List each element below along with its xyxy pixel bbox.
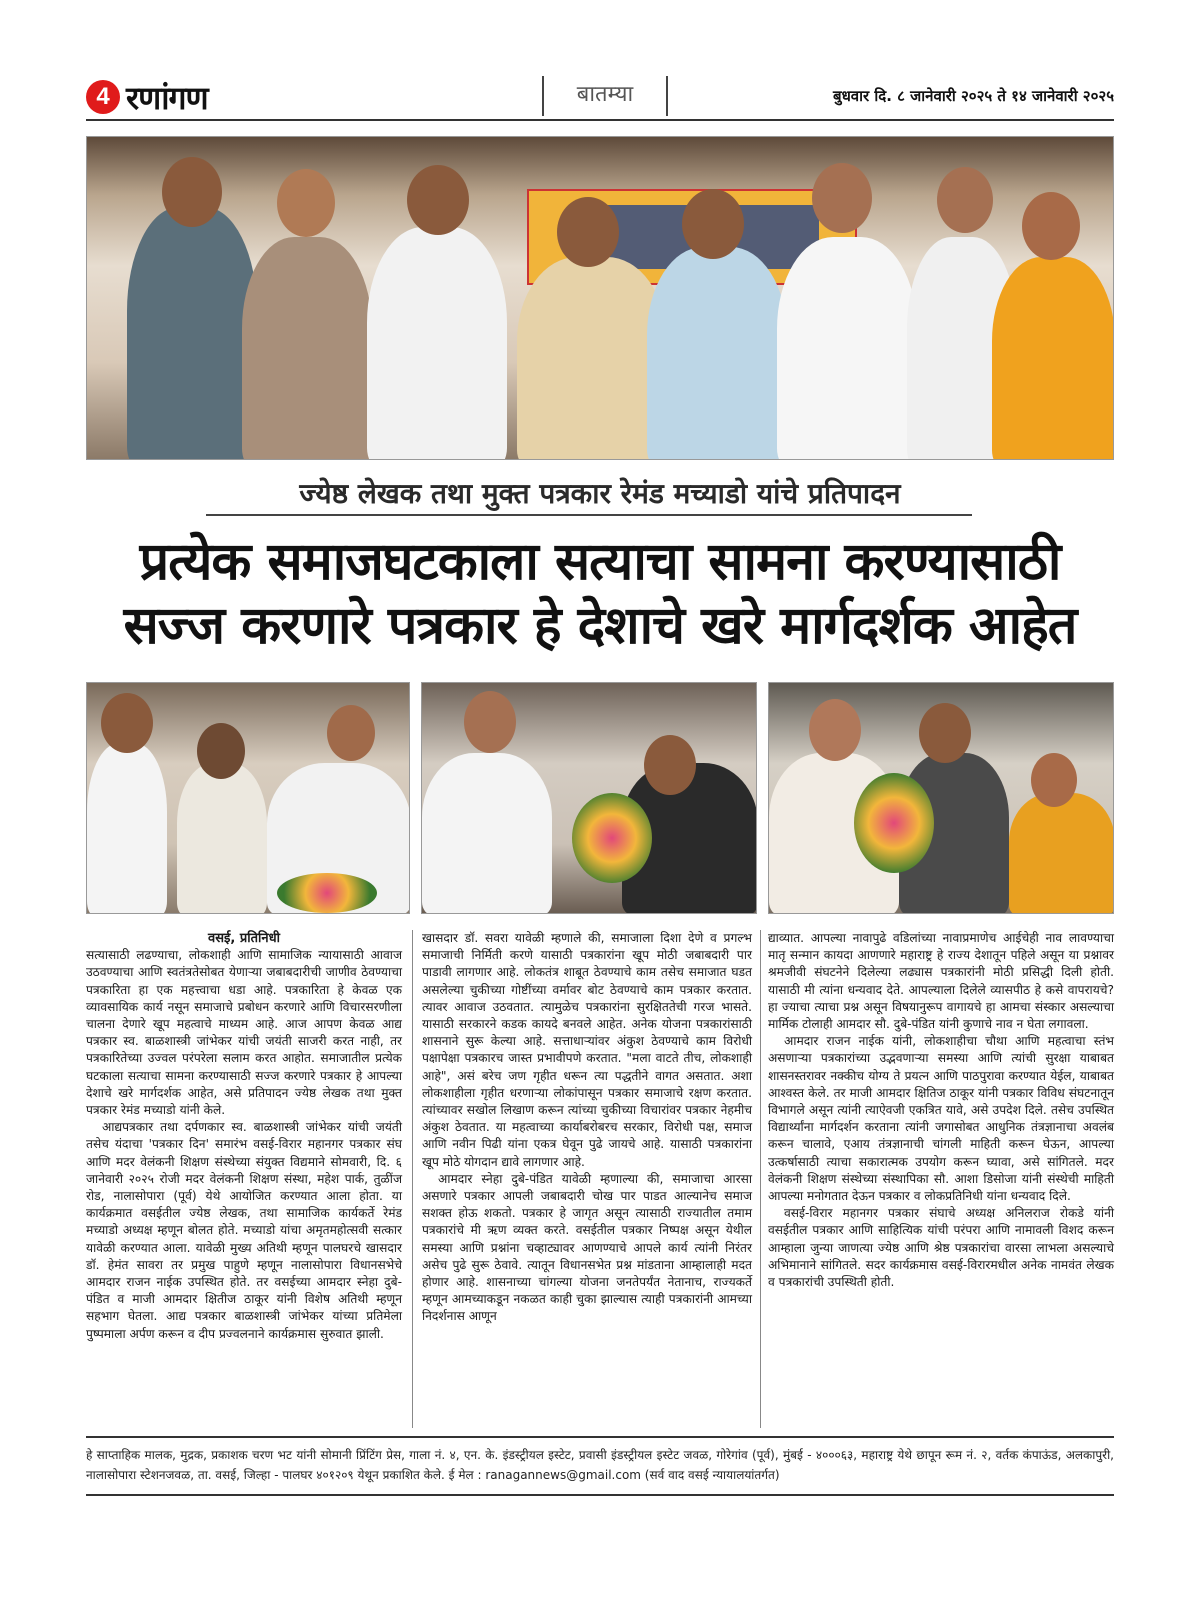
article-column-2 <box>422 930 752 1326</box>
column-divider <box>412 930 413 1428</box>
footer-rule-bottom <box>86 1494 1114 1496</box>
headline-line-2: सज्ज करणारे पत्रकार हे देशाचे खरे मार्गदर्शक आहेत <box>123 596 1077 656</box>
issue-date: बुधवार दि. ८ जानेवारी २०२५ ते १४ जानेवारी २०२५ <box>833 87 1114 105</box>
header-rule <box>86 119 1114 121</box>
footer-rule <box>86 1436 1114 1438</box>
paragraph: आद्यपत्रकार तथा दर्पणकार स्व. बाळशास्त्री जांभेकर यांची जयंती तसेच यंदाचा 'पत्रकार दिन' समारंभ वसई-विरार महानगर पत्रकार संघ आणि मदर वेलंकनी शिक्षण संस्थेच्या संयुक्त विद्यमाने सोमवारी, दि. ६ जानेवारी २०२५ रोजी मदर वेलंकनी शिक्षण संस्था, महेश पार्क, तुळींज रोड, नालासोपारा (पूर्व) येथे आयोजित करण्यात आला होता. या कार्यक्रमात वसईतील ज्येष्ठ लेखक, तथा सामाजिक कार्यकर्ते रेमंड मच्याडो अध्यक्ष म्हणून बोलत होते. मच्याडो यांचा अमृतमहोत्सवी सत्कार यावेळी करण्यात आला. यावेळी मुख्य अतिथी म्हणून पालघरचे खासदार डॉ. हेमंत सावरा तर प्रमुख पाहुणे म्हणून नालासोपारा विधानसभेचे आमदार राजन नाईक उपस्थित होते. तर वसईच्या आमदार स्नेहा दुबे-पंडित व माजी आमदार क्षितीज ठाकूर यांनी विशेष अतिथी म्हणून सहभाग घेतला. आद्य पत्रकार बाळशास्त्री जांभेकर यांच्या प्रतिमेला पुष्पमाला अर्पण करून व दीप प्रज्वलनाने कार्यक्रमास सुरुवात झाली. <box>86 1120 402 1341</box>
photo-1 <box>86 682 410 914</box>
paragraph: वसई-विरार महानगर पत्रकार संघाचे अध्यक्ष अनिलराज रोकडे यांनी वसईतील पत्रकार आणि साहित्यिक यांची परंपरा आणि नामावली विशद करून आम्हाला जुन्या जाणत्या ज्येष्ठ आणि श्रेष्ठ पत्रकारांचा वारसा लाभला असल्याचे अभिमानाने सांगितले. सदर कार्यक्रमास वसई-विरारमधील अनेक नामवंत लेखक व पत्रकारांची उपस्थिती होती. <box>768 1206 1114 1290</box>
section-label: बातम्या <box>542 76 668 116</box>
masthead-logo: रणांगण <box>126 79 208 117</box>
main-photo <box>86 136 1114 460</box>
byline: वसई, प्रतिनिधी <box>208 931 280 946</box>
photo-2 <box>421 682 757 914</box>
subheadline: ज्येष्ठ लेखक तथा मुक्त पत्रकार रेमंड मच्याडो यांचे प्रतिपादन <box>299 477 901 510</box>
subheadline-rule <box>206 514 972 516</box>
page-header <box>86 76 1114 118</box>
paragraph: खासदार डॉ. सवरा यावेळी म्हणाले की, समाजाला दिशा देणे व प्रगल्भ समाजाची निर्मिती करणे यासाठी पत्रकारांना खूप मोठी जबाबदारी पार पाडावी लागणार आहे. लोकतंत्र शाबूत ठेवण्याचे काम तसेच समाजात घडत असलेल्या चुकीच्या गोष्टींच्या वर्मावर बोट ठेवण्याचे काम पत्रकार करतात. त्यावर आवाज उठवतात. त्यामुळेच पत्रकारांना सुरक्षिततेची गरज भासते. यासाठी सरकारने कडक कायदे बनवले आहेत. अनेक योजना पत्रकारांसाठी शासनाने सुरू केल्या आहे. सत्ताधाऱ्यांवर अंकुश ठेवण्याचे काम विरोधी पक्षापेक्षा पत्रकारच जास्त प्रभावीपणे करतात. "मला वाटते तीच, लोकशाही आहे", असं बरेच जण गृहीत धरून त्या पद्धतीने वागत असतात. अशा लोकशाहीला गृहीत धरणाऱ्या लोकांपासून पत्रकार समाजाचे रक्षण करतात. त्यांच्यावर सखोल लिखाण करून त्यांच्या चुकीच्या विचारांवर पत्रकार नेहमीच अंकुश ठेवतात. या महत्वाच्या कार्याबरोबरच सरकार, विरोधी पक्ष, समाज आणि नवीन पिढी यांना एकत्र घेवून पुढे जायचे आहे. यासाठी पत्रकारांना खूप मोठे योगदान द्यावे लागणार आहे. <box>422 931 752 1169</box>
paragraph: आमदार स्नेहा दुबे-पंडित यावेळी म्हणाल्या की, समाजाचा आरसा असणारे पत्रकार आपली जबाबदारी चोख पार पाडत आल्यानेच समाज सशक्त होऊ शकतो. पत्रकार हे जागृत असून त्यासाठी राज्यातील तमाम पत्रकारांचे मी ऋण व्यक्त करते. वसईतील पत्रकार निष्पक्ष असून येथील समस्या आणि प्रश्नांना चव्हाट्यावर आणण्याचे आपले कार्य त्यांनी निरंतर असेच पुढे सुरू ठेवावे. त्यातून विधानसभेत प्रश्न मांडताना आम्हालाही मदत होणार आहे. शासनाच्या चांगल्या योजना जनतेपर्यंत नेतानाच, राज्यकर्ते म्हणून आमच्याकडून नकळत काही चुका झाल्यास त्याही पत्रकारांनी आमच्या निदर्शनास आणून <box>422 1171 752 1324</box>
headline <box>86 530 1114 658</box>
headline-line-1: प्रत्येक समाजघटकाला सत्याचा सामना करण्यासाठी <box>139 532 1061 592</box>
page-number-badge: 4 <box>86 80 120 114</box>
paragraph: सत्यासाठी लढण्याचा, लोकशाही आणि सामाजिक न्यायासाठी आवाज उठवण्याचा आणि स्वतंत्रतेसोबत येणाऱ्या जबाबदारीची जाणीव ठेवण्याचा पत्रकारिता हा एक महत्त्वाचा धडा आहे. पत्रकारिता हे केवळ एक व्यावसायिक कार्य नसून समाजाचे प्रबोधन करणारे आणि विचारसरणीला चालना देणारे खूप महत्वाचे माध्यम आहे. आज आपण केवळ आद्य पत्रकार स्व. बाळशास्त्री जांभेकर यांची जयंती साजरी करत नाही, तर पत्रकारितेच्या उज्वल परंपरेला सलाम करत आहोत. समाजातील प्रत्येक घटकाला सत्याचा सामना करण्यासाठी सज्ज करणारे पत्रकार हे आपल्या देशाचे खरे मार्गदर्शक आहेत, असे प्रतिपादन ज्येष्ठ लेखक तथा मुक्त पत्रकार रेमंड मच्याडो यांनी केले. <box>86 948 402 1118</box>
article-column-1 <box>86 930 402 1343</box>
column-divider <box>760 930 761 1428</box>
photo-3 <box>768 682 1114 914</box>
paragraph: आमदार राजन नाईक यांनी, लोकशाहीचा चौथा आणि महत्वाचा स्तंभ असणाऱ्या पत्रकारांच्या उद्भवणाऱ्या समस्या आणि त्यांची सुरक्षा याबाबत शासनस्तरावर नक्कीच योग्य ते प्रयत्न आणि पाठपुरावा करण्यात येईल, याबाबत आश्वस्त केले. तर माजी आमदार क्षितिज ठाकूर यांनी पत्रकार विविध संघटनातून विभागले असून त्यांनी त्याऐवजी एकत्रित यावे, असे उपदेश दिले. तसेच उपस्थित विद्यार्थ्यांना मार्गदर्शन करताना त्यांनी जगासोबत आधुनिक तंत्रज्ञानाचा अवलंब करून चालावे, एआय तंत्रज्ञानाची चांगली माहिती करून घेऊन, आपल्या उत्कर्षासाठी त्याचा सकारात्मक उपयोग करून घ्यावा, असे सांगितले. मदर वेलंकनी शिक्षण संस्थेच्या संस्थापिका सौ. आशा डिसोजा यांनी संस्थेची माहिती आपल्या मनोगतात देऊन पत्रकार व लोकप्रतिनिधी यांना धन्यवाद दिले. <box>768 1034 1114 1204</box>
article-column-3 <box>768 930 1114 1291</box>
paragraph: द्याव्यात. आपल्या नावापुढे वडिलांच्या नावाप्रमाणेच आईचेही नाव लावण्याचा मातृ सन्मान कायदा आणणारे महाराष्ट्र हे राज्य देशातून पहिले असून या प्रश्नावर श्रमजीवी संघटनेने दिलेल्या लढ्यास पत्रकारांनी मोठी प्रसिद्धी दिली होती. यासाठी मी त्यांना धन्यवाद देते. आपल्याला दिलेले व्यासपीठ हे कसे वापरायचे? हा ज्याचा त्याचा प्रश्न असून विषयानुरूप वागायचे हा आमचा संस्कार असल्याचा मार्मिक टोलाही आमदार सौ. दुबे-पंडित यांनी कुणाचे नाव न घेता लगावला. <box>768 931 1114 1032</box>
imprint-footer: हे साप्ताहिक मालक, मुद्रक, प्रकाशक चरण भट यांनी सोमानी प्रिंटिंग प्रेस, गाला नं. ४, एन. के. इंडस्ट्रीयल इस्टेट, प्रवासी इंडस्ट्रीयल इस्टेट जवळ, गोरेगांव (पूर्व), मुंबई - ४०००६३, महाराष्ट्र येथे छापून रूम नं. २, वर्तक कंपाऊंड, अलकापुरी, नालासोपारा स्टेशनजवळ, ता. वसई, जिल्हा - पालघर ४०१२०९ येथून प्रकाशित केले. ई मेल : ranagannews@gmail.com (सर्व वाद वसई न्यायालयांतर्गत) <box>86 1448 1114 1482</box>
